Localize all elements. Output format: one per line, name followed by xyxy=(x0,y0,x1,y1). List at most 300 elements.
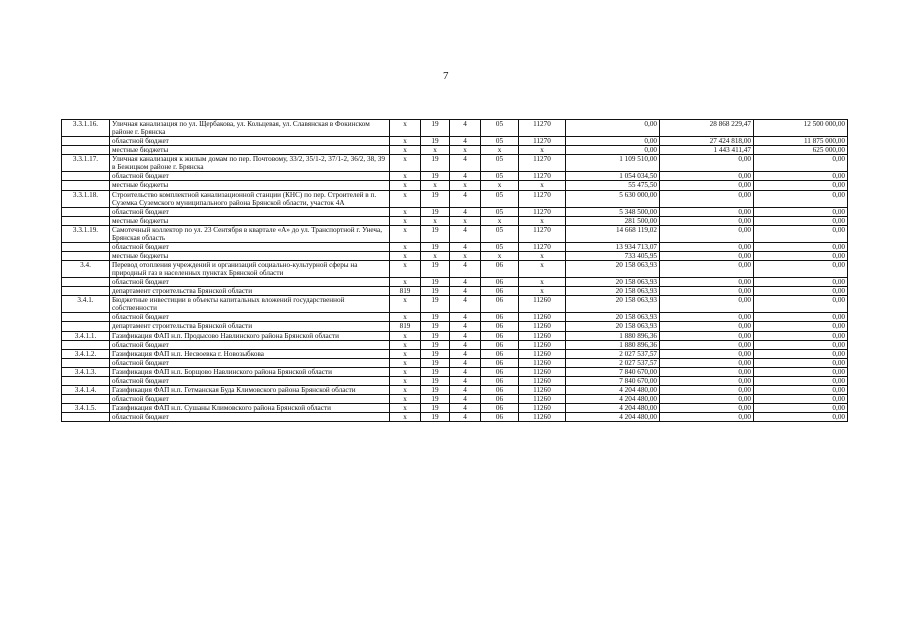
code-subprogram: 4 xyxy=(450,155,481,172)
code-direction: 11260 xyxy=(519,340,566,349)
code-measure: 06 xyxy=(481,331,519,340)
amount-year-1: 20 158 063,93 xyxy=(566,278,660,287)
item-number xyxy=(62,340,110,349)
code-measure: 06 xyxy=(481,394,519,403)
code-measure: 06 xyxy=(481,376,519,385)
item-number: 3.4.1.1. xyxy=(62,331,110,340)
code-ministry: х xyxy=(390,225,421,242)
code-measure: 06 xyxy=(481,322,519,331)
amount-year-1: 2 027 537,57 xyxy=(566,358,660,367)
amount-year-2: 0,00 xyxy=(660,190,754,207)
code-subprogram: х xyxy=(450,181,481,190)
amount-year-3: 0,00 xyxy=(754,278,848,287)
code-direction: 11270 xyxy=(519,120,566,137)
amount-year-1: 1 054 034,50 xyxy=(566,172,660,181)
amount-year-2: 0,00 xyxy=(660,251,754,260)
item-description: областной бюджет xyxy=(110,242,390,251)
amount-year-1: 4 204 480,00 xyxy=(566,394,660,403)
table-row xyxy=(62,287,848,296)
amount-year-3: 0,00 xyxy=(754,216,848,225)
code-program: 19 xyxy=(421,331,450,340)
code-direction: 11260 xyxy=(519,394,566,403)
item-number xyxy=(62,207,110,216)
table-row xyxy=(62,251,848,260)
amount-year-3: 0,00 xyxy=(754,207,848,216)
item-number xyxy=(62,251,110,260)
table-row xyxy=(62,367,848,376)
code-subprogram: 4 xyxy=(450,261,481,278)
table-row xyxy=(62,404,848,413)
code-measure: 06 xyxy=(481,296,519,313)
code-measure: 05 xyxy=(481,120,519,137)
item-description: Строительство комплектной канализационной станции (КНС) по пер. Строителей в п. Суземка Суземского муниципального района Брянской области, участок 4А xyxy=(110,190,390,207)
code-measure: 06 xyxy=(481,349,519,358)
code-direction: 11270 xyxy=(519,172,566,181)
item-description: областной бюджет xyxy=(110,207,390,216)
code-program: 19 xyxy=(421,190,450,207)
code-subprogram: 4 xyxy=(450,322,481,331)
code-program: 19 xyxy=(421,322,450,331)
code-measure: х xyxy=(481,146,519,155)
code-subprogram: 4 xyxy=(450,120,481,137)
amount-year-2: 0,00 xyxy=(660,207,754,216)
code-ministry: х xyxy=(390,376,421,385)
code-program: х xyxy=(421,216,450,225)
code-measure: х xyxy=(481,251,519,260)
item-description: местные бюджеты xyxy=(110,251,390,260)
code-direction: 11260 xyxy=(519,413,566,422)
item-description: Газификация ФАП н.п. Несвоевка г. Новозыбкова xyxy=(110,349,390,358)
item-description: Газификация ФАП н.п. Продысово Навлинского района Брянской области xyxy=(110,331,390,340)
code-measure: 05 xyxy=(481,242,519,251)
code-subprogram: 4 xyxy=(450,367,481,376)
code-ministry: 819 xyxy=(390,287,421,296)
code-ministry: х xyxy=(390,190,421,207)
code-direction: 11260 xyxy=(519,349,566,358)
code-subprogram: х xyxy=(450,251,481,260)
amount-year-1: 1 109 510,00 xyxy=(566,155,660,172)
item-description: Уличная канализация к жилым домам по пер. Почтовому, 33/2, 35/1-2, 37/1-2, 36/2, 38, 39 в Бежицком районе г. Брянска xyxy=(110,155,390,172)
amount-year-1: 7 840 670,00 xyxy=(566,376,660,385)
item-number: 3.4.1. xyxy=(62,296,110,313)
amount-year-3: 0,00 xyxy=(754,181,848,190)
code-ministry: х xyxy=(390,137,421,146)
code-direction: 11270 xyxy=(519,242,566,251)
amount-year-1: 2 027 537,57 xyxy=(566,349,660,358)
code-program: 19 xyxy=(421,385,450,394)
code-subprogram: 4 xyxy=(450,394,481,403)
amount-year-2: 1 443 411,47 xyxy=(660,146,754,155)
item-description: Газификация ФАП н.п. Гетманская Буда Климовского района Брянской области xyxy=(110,385,390,394)
code-ministry: х xyxy=(390,181,421,190)
code-direction: 11260 xyxy=(519,296,566,313)
code-measure: 06 xyxy=(481,340,519,349)
budget-table xyxy=(61,119,848,422)
code-direction: х xyxy=(519,146,566,155)
table-row xyxy=(62,242,848,251)
code-direction: 11260 xyxy=(519,331,566,340)
code-subprogram: 4 xyxy=(450,413,481,422)
item-description: местные бюджеты xyxy=(110,181,390,190)
code-ministry: х xyxy=(390,349,421,358)
code-direction: 11260 xyxy=(519,404,566,413)
code-measure: 05 xyxy=(481,137,519,146)
code-ministry: 819 xyxy=(390,322,421,331)
amount-year-3: 0,00 xyxy=(754,190,848,207)
amount-year-3: 0,00 xyxy=(754,251,848,260)
amount-year-3: 0,00 xyxy=(754,394,848,403)
amount-year-2: 0,00 xyxy=(660,261,754,278)
code-subprogram: х xyxy=(450,146,481,155)
code-ministry: х xyxy=(390,242,421,251)
code-ministry: х xyxy=(390,413,421,422)
item-number xyxy=(62,242,110,251)
amount-year-1: 1 880 896,36 xyxy=(566,331,660,340)
amount-year-1: 5 630 000,00 xyxy=(566,190,660,207)
code-measure: 06 xyxy=(481,413,519,422)
amount-year-3: 0,00 xyxy=(754,287,848,296)
code-ministry: х xyxy=(390,216,421,225)
item-number: 3.4.1.4. xyxy=(62,385,110,394)
code-program: х xyxy=(421,251,450,260)
item-number: 3.3.1.16. xyxy=(62,120,110,137)
code-direction: 11260 xyxy=(519,385,566,394)
item-number: 3.3.1.19. xyxy=(62,225,110,242)
code-direction: 11260 xyxy=(519,358,566,367)
table-row xyxy=(62,120,848,137)
budget-table-body xyxy=(62,120,848,422)
code-subprogram: 4 xyxy=(450,349,481,358)
amount-year-1: 13 934 713,07 xyxy=(566,242,660,251)
code-subprogram: 4 xyxy=(450,376,481,385)
code-direction: 11260 xyxy=(519,322,566,331)
code-measure: 06 xyxy=(481,404,519,413)
amount-year-2: 0,00 xyxy=(660,322,754,331)
amount-year-2: 0,00 xyxy=(660,278,754,287)
amount-year-1: 20 158 063,93 xyxy=(566,287,660,296)
amount-year-1: 281 500,00 xyxy=(566,216,660,225)
code-subprogram: 4 xyxy=(450,358,481,367)
amount-year-3: 0,00 xyxy=(754,155,848,172)
code-direction: 11270 xyxy=(519,207,566,216)
code-program: 19 xyxy=(421,137,450,146)
item-description: департамент строительства Брянской области xyxy=(110,287,390,296)
code-program: 19 xyxy=(421,413,450,422)
amount-year-3: 11 875 000,00 xyxy=(754,137,848,146)
code-direction: 11260 xyxy=(519,376,566,385)
code-program: 19 xyxy=(421,358,450,367)
item-number xyxy=(62,137,110,146)
code-ministry: х xyxy=(390,278,421,287)
code-measure: 05 xyxy=(481,190,519,207)
code-program: 19 xyxy=(421,225,450,242)
code-direction: 11260 xyxy=(519,313,566,322)
amount-year-1: 20 158 063,93 xyxy=(566,322,660,331)
code-program: 19 xyxy=(421,404,450,413)
amount-year-1: 20 158 063,93 xyxy=(566,313,660,322)
item-description: Газификация ФАП н.п. Борщово Навлинского района Брянской области xyxy=(110,367,390,376)
code-ministry: х xyxy=(390,207,421,216)
code-measure: 05 xyxy=(481,155,519,172)
item-description: Уличная канализация по ул. Щербакова, ул. Кольцевая, ул. Славянская в Фокинском районе г. Брянска xyxy=(110,120,390,137)
table-row xyxy=(62,349,848,358)
code-ministry: х xyxy=(390,172,421,181)
code-measure: 06 xyxy=(481,278,519,287)
amount-year-2: 0,00 xyxy=(660,181,754,190)
amount-year-2: 0,00 xyxy=(660,385,754,394)
code-direction: х xyxy=(519,261,566,278)
table-row xyxy=(62,296,848,313)
code-subprogram: 4 xyxy=(450,287,481,296)
amount-year-2: 0,00 xyxy=(660,216,754,225)
code-direction: 11270 xyxy=(519,155,566,172)
code-program: 19 xyxy=(421,376,450,385)
amount-year-3: 0,00 xyxy=(754,367,848,376)
amount-year-1: 20 158 063,93 xyxy=(566,261,660,278)
amount-year-1: 4 204 480,00 xyxy=(566,404,660,413)
amount-year-3: 0,00 xyxy=(754,331,848,340)
item-number xyxy=(62,322,110,331)
amount-year-1: 20 158 063,93 xyxy=(566,296,660,313)
amount-year-2: 0,00 xyxy=(660,155,754,172)
table-row xyxy=(62,225,848,242)
code-program: 19 xyxy=(421,207,450,216)
page-number: 7 xyxy=(443,70,449,82)
code-ministry: х xyxy=(390,120,421,137)
amount-year-3: 12 500 000,00 xyxy=(754,120,848,137)
item-description: областной бюджет xyxy=(110,278,390,287)
amount-year-3: 0,00 xyxy=(754,340,848,349)
code-program: 19 xyxy=(421,287,450,296)
code-subprogram: 4 xyxy=(450,278,481,287)
code-program: 19 xyxy=(421,261,450,278)
amount-year-3: 0,00 xyxy=(754,242,848,251)
item-description: Перевод отопления учреждений и организаций социально-культурной сферы на природный газ в населенных пунктах Брянской области xyxy=(110,261,390,278)
amount-year-2: 0,00 xyxy=(660,331,754,340)
amount-year-1: 7 840 670,00 xyxy=(566,367,660,376)
amount-year-2: 0,00 xyxy=(660,242,754,251)
amount-year-1: 55 475,50 xyxy=(566,181,660,190)
code-ministry: х xyxy=(390,155,421,172)
amount-year-1: 1 880 896,36 xyxy=(566,340,660,349)
item-number xyxy=(62,278,110,287)
code-direction: х xyxy=(519,278,566,287)
code-direction: х xyxy=(519,287,566,296)
amount-year-2: 27 424 818,00 xyxy=(660,137,754,146)
code-ministry: х xyxy=(390,358,421,367)
code-measure: х xyxy=(481,181,519,190)
code-program: 19 xyxy=(421,313,450,322)
code-subprogram: 4 xyxy=(450,137,481,146)
amount-year-3: 0,00 xyxy=(754,385,848,394)
table-row xyxy=(62,413,848,422)
amount-year-3: 0,00 xyxy=(754,413,848,422)
amount-year-1: 0,00 xyxy=(566,120,660,137)
amount-year-3: 625 000,00 xyxy=(754,146,848,155)
code-measure: 06 xyxy=(481,385,519,394)
item-description: областной бюджет xyxy=(110,413,390,422)
item-description: областной бюджет xyxy=(110,313,390,322)
amount-year-2: 0,00 xyxy=(660,413,754,422)
table-row xyxy=(62,376,848,385)
code-subprogram: 4 xyxy=(450,404,481,413)
code-measure: 06 xyxy=(481,367,519,376)
code-ministry: х xyxy=(390,385,421,394)
code-ministry: х xyxy=(390,340,421,349)
amount-year-2: 0,00 xyxy=(660,349,754,358)
code-program: 19 xyxy=(421,340,450,349)
item-number xyxy=(62,413,110,422)
table-row xyxy=(62,137,848,146)
amount-year-3: 0,00 xyxy=(754,225,848,242)
item-number: 3.4.1.5. xyxy=(62,404,110,413)
code-subprogram: 4 xyxy=(450,225,481,242)
code-direction: 11260 xyxy=(519,367,566,376)
amount-year-2: 0,00 xyxy=(660,340,754,349)
code-measure: 05 xyxy=(481,207,519,216)
amount-year-2: 0,00 xyxy=(660,225,754,242)
table-row xyxy=(62,331,848,340)
amount-year-3: 0,00 xyxy=(754,358,848,367)
code-measure: 06 xyxy=(481,261,519,278)
amount-year-1: 0,00 xyxy=(566,137,660,146)
code-program: 19 xyxy=(421,296,450,313)
code-measure: х xyxy=(481,216,519,225)
amount-year-2: 0,00 xyxy=(660,172,754,181)
table-row xyxy=(62,322,848,331)
amount-year-3: 0,00 xyxy=(754,404,848,413)
code-ministry: х xyxy=(390,146,421,155)
code-ministry: х xyxy=(390,331,421,340)
item-description: областной бюджет xyxy=(110,394,390,403)
amount-year-1: 14 668 119,02 xyxy=(566,225,660,242)
amount-year-1: 4 204 480,00 xyxy=(566,413,660,422)
amount-year-2: 0,00 xyxy=(660,367,754,376)
code-subprogram: 4 xyxy=(450,313,481,322)
code-subprogram: 4 xyxy=(450,331,481,340)
code-program: х xyxy=(421,146,450,155)
amount-year-2: 0,00 xyxy=(660,394,754,403)
amount-year-3: 0,00 xyxy=(754,376,848,385)
code-program: х xyxy=(421,181,450,190)
table-row xyxy=(62,385,848,394)
item-description: областной бюджет xyxy=(110,340,390,349)
item-number: 3.3.1.17. xyxy=(62,155,110,172)
item-description: Самотечный коллектор по ул. 23 Сентября в квартале «А» до ул. Транспортной г. Унеча, Брянская область xyxy=(110,225,390,242)
code-ministry: х xyxy=(390,367,421,376)
item-number xyxy=(62,216,110,225)
amount-year-2: 0,00 xyxy=(660,296,754,313)
item-number: 3.3.1.18. xyxy=(62,190,110,207)
item-description: областной бюджет xyxy=(110,376,390,385)
amount-year-3: 0,00 xyxy=(754,313,848,322)
code-program: 19 xyxy=(421,242,450,251)
table-row xyxy=(62,340,848,349)
item-description: местные бюджеты xyxy=(110,216,390,225)
item-number xyxy=(62,394,110,403)
code-ministry: х xyxy=(390,261,421,278)
code-program: 19 xyxy=(421,120,450,137)
item-number xyxy=(62,172,110,181)
code-program: 19 xyxy=(421,367,450,376)
code-ministry: х xyxy=(390,251,421,260)
code-subprogram: 4 xyxy=(450,242,481,251)
table-row xyxy=(62,394,848,403)
code-program: 19 xyxy=(421,394,450,403)
code-program: 19 xyxy=(421,278,450,287)
table-row xyxy=(62,313,848,322)
table-row xyxy=(62,146,848,155)
amount-year-2: 0,00 xyxy=(660,376,754,385)
code-ministry: х xyxy=(390,313,421,322)
amount-year-3: 0,00 xyxy=(754,296,848,313)
table-row xyxy=(62,261,848,278)
item-description: Бюджетные инвестиции в объекты капитальных вложений государственной собственности xyxy=(110,296,390,313)
item-number xyxy=(62,287,110,296)
amount-year-3: 0,00 xyxy=(754,349,848,358)
item-number: 3.4. xyxy=(62,261,110,278)
item-number xyxy=(62,313,110,322)
code-program: 19 xyxy=(421,172,450,181)
item-description: местные бюджеты xyxy=(110,146,390,155)
code-direction: х xyxy=(519,251,566,260)
item-description: департамент строительства Брянской области xyxy=(110,322,390,331)
code-subprogram: 4 xyxy=(450,296,481,313)
code-subprogram: 4 xyxy=(450,385,481,394)
code-program: 19 xyxy=(421,155,450,172)
table-row xyxy=(62,207,848,216)
code-measure: 06 xyxy=(481,287,519,296)
amount-year-2: 0,00 xyxy=(660,404,754,413)
item-number: 3.4.1.3. xyxy=(62,367,110,376)
code-program: 19 xyxy=(421,349,450,358)
code-measure: 05 xyxy=(481,172,519,181)
code-direction: х xyxy=(519,181,566,190)
code-subprogram: 4 xyxy=(450,190,481,207)
amount-year-2: 0,00 xyxy=(660,313,754,322)
code-measure: 06 xyxy=(481,358,519,367)
table-row xyxy=(62,278,848,287)
code-direction: 11270 xyxy=(519,190,566,207)
amount-year-1: 0,00 xyxy=(566,146,660,155)
item-number xyxy=(62,146,110,155)
table-row xyxy=(62,155,848,172)
amount-year-3: 0,00 xyxy=(754,322,848,331)
amount-year-1: 733 405,95 xyxy=(566,251,660,260)
item-description: областной бюджет xyxy=(110,137,390,146)
table-row xyxy=(62,172,848,181)
amount-year-3: 0,00 xyxy=(754,172,848,181)
item-number xyxy=(62,181,110,190)
table-row xyxy=(62,216,848,225)
code-direction: 11270 xyxy=(519,137,566,146)
table-row xyxy=(62,358,848,367)
code-ministry: х xyxy=(390,404,421,413)
code-subprogram: 4 xyxy=(450,340,481,349)
item-description: областной бюджет xyxy=(110,172,390,181)
code-subprogram: 4 xyxy=(450,207,481,216)
code-measure: 06 xyxy=(481,313,519,322)
code-ministry: х xyxy=(390,296,421,313)
code-ministry: х xyxy=(390,394,421,403)
amount-year-3: 0,00 xyxy=(754,261,848,278)
amount-year-2: 28 868 229,47 xyxy=(660,120,754,137)
amount-year-1: 5 348 500,00 xyxy=(566,207,660,216)
amount-year-2: 0,00 xyxy=(660,358,754,367)
item-number: 3.4.1.2. xyxy=(62,349,110,358)
item-number xyxy=(62,358,110,367)
item-number xyxy=(62,376,110,385)
